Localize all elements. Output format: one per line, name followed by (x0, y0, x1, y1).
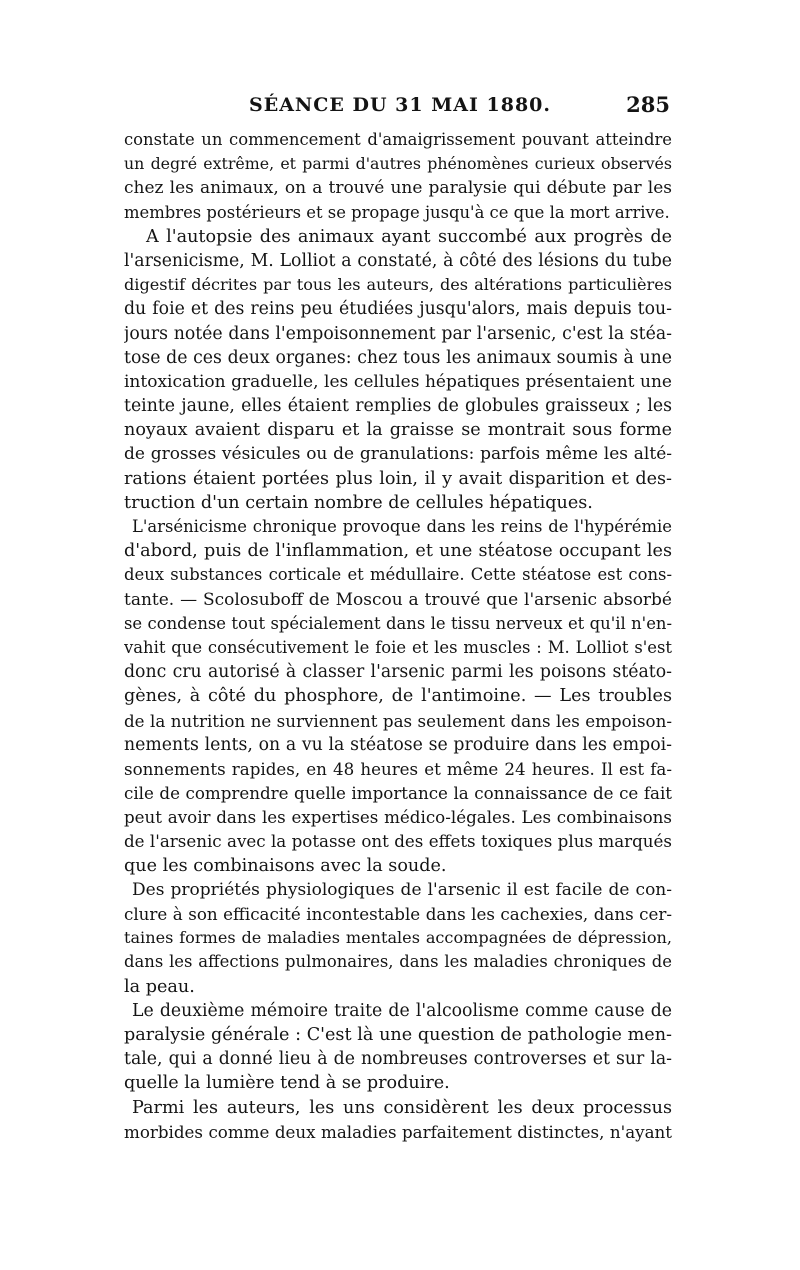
text-line: Le deuxième mémoire traite de l'alcoolisme comme cause de (132, 1000, 672, 1021)
text-line: sonnements rapides, en 48 heures et même 24 heures. Il est fa- (124, 758, 672, 779)
text-line: constate un commencement d'amaigrissement pouvant atteindre (124, 130, 672, 149)
text-line: teinte jaune, elles étaient remplies de globules graisseux ; les (124, 396, 672, 417)
text-line: nements lents, on a vu la stéatose se produire dans les empoi- (124, 734, 672, 755)
text-line: intoxication graduelle, les cellules hépatiques présentaient une (124, 371, 672, 392)
text-line: tante. — Scolosuboff de Moscou a trouvé que l'arsenic absorbé (124, 589, 672, 610)
text-line: noyaux avaient disparu et la graisse se montrait sous forme (124, 420, 672, 441)
text-line: chez les animaux, on a trouvé une paralysie qui débute par les (124, 178, 672, 199)
running-head (130, 90, 670, 120)
text-line: jours notée dans l'empoisonnement par l'arsenic, c'est la stéa- (124, 323, 672, 344)
text-line: L'arsénicisme chronique provoque dans les reins de l'hypérémie (132, 517, 672, 536)
text-line: Parmi les auteurs, les uns considèrent les deux processus (132, 1097, 672, 1118)
text-line: A l'autopsie des animaux ayant succombé aux progrès de (146, 226, 672, 247)
text-line: peut avoir dans les expertises médico-légales. Les combinaisons (124, 807, 672, 828)
text-line: paralysie générale : C'est là une question de pathologie men- (124, 1024, 672, 1045)
text-line: la peau. (124, 976, 195, 997)
text-line: se condense tout spécialement dans le tissu nerveux et qu'il n'en- (124, 613, 672, 633)
text-line: tose de ces deux organes: chez tous les animaux soumis à une (124, 347, 672, 368)
text-line: truction d'un certain nombre de cellules hépatiques. (124, 492, 593, 513)
text-line: cile de comprendre quelle importance la connaissance de ce fait (124, 783, 672, 804)
text-line: l'arsenicisme, M. Lolliot a constaté, à côté des lésions du tube (124, 250, 672, 271)
page-number: 285 (626, 92, 670, 117)
body-text (124, 128, 672, 1144)
text-line: de grosses vésicules ou de granulations: parfois même les alté- (124, 444, 672, 465)
text-line: de la nutrition ne surviennent pas seulement dans les empoison- (124, 710, 672, 731)
text-line: du foie et des reins peu étudiées jusqu'alors, mais depuis tou- (124, 299, 672, 320)
text-line: donc cru autorisé à classer l'arsenic parmi les poisons stéato- (124, 662, 672, 683)
text-line: rations étaient portées plus loin, il y avait disparition et des- (124, 468, 672, 489)
text-line: vahit que consécutivement le foie et les muscles : M. Lolliot s'est (124, 637, 672, 657)
text-line: Des propriétés physiologiques de l'arsenic il est facile de con- (132, 879, 672, 900)
text-line: membres postérieurs et se propage jusqu'à ce que la mort arrive. (124, 202, 670, 222)
text-line: d'abord, puis de l'inflammation, et une stéatose occupant les (124, 541, 672, 562)
text-line: taines formes de maladies mentales accompagnées de dépression, (124, 928, 672, 948)
text-line: deux substances corticale et médullaire. Cette stéatose est cons- (124, 565, 672, 585)
text-line: que les combinaisons avec la soude. (124, 855, 447, 876)
text-line: de l'arsenic avec la potasse ont des effets toxiques plus marqués (124, 831, 672, 852)
text-line: clure à son efficacité incontestable dans les cachexies, dans cer- (124, 904, 672, 924)
text-line: dans les affections pulmonaires, dans les maladies chroniques de (124, 952, 672, 972)
text-line: gènes, à côté du phosphore, de l'antimoine. — Les troubles (124, 686, 672, 707)
text-line: un degré extrême, et parmi d'autres phénomènes curieux observés (124, 154, 672, 174)
text-line: morbides comme deux maladies parfaitement distinctes, n'ayant (124, 1121, 672, 1142)
text-line: digestif décrites par tous les auteurs, des altérations particulières (124, 275, 672, 295)
header-title: SÉANCE DU 31 MAI 1880. (248, 94, 552, 116)
text-line: tale, qui a donné lieu à de nombreuses controverses et sur la- (124, 1049, 672, 1070)
text-line: quelle la lumière tend à se produire. (124, 1073, 450, 1094)
